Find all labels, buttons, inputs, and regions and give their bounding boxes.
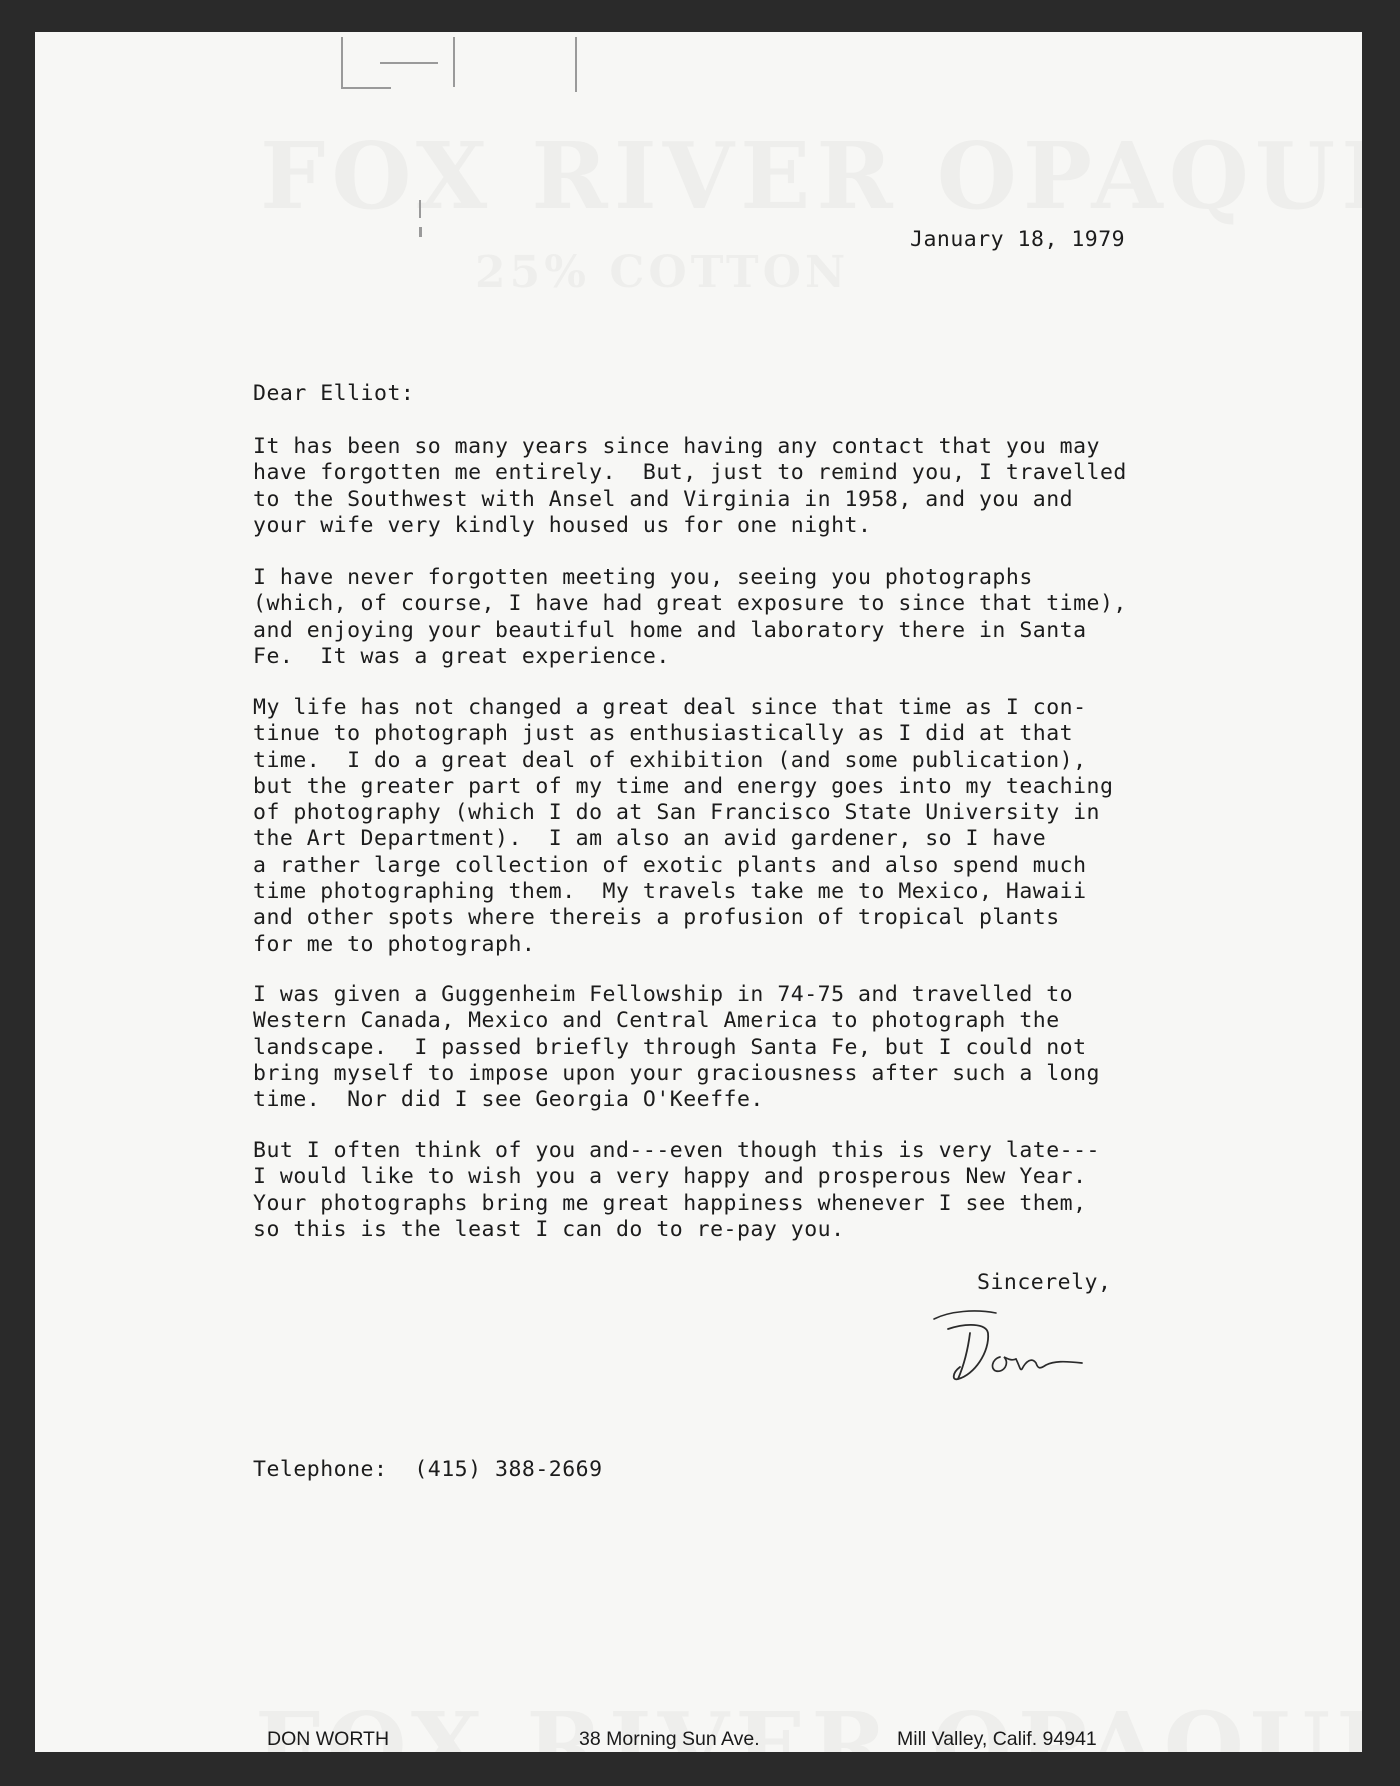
body-paragraph-5: But I often think of you and---even though this is very late--- I would like to wish you a very happy and prosperous New Year. Your photographs bring me great happiness whenever I see them, so this is the least I can do to re-pay you.: [253, 1138, 1100, 1242]
letter-sheet: [35, 32, 1362, 1752]
body-paragraph-4: I was given a Guggenheim Fellowship in 74-75 and travelled to Western Canada, Mexico and Central America to photograph the landscape. I passed briefly through Santa Fe, but I could not bring myself to impose upon your graciousness after such a long time. Nor did I see Georgia O'Keeffe.: [253, 982, 1100, 1113]
letterhead-city: Mill Valley, Calif. 94941: [897, 1728, 1097, 1750]
body-paragraph-2: I have never forgotten meeting you, seeing you photographs (which, of course, I have had great exposure to since that time), and enjoying your beautiful home and laboratory there in Santa Fe. It was a great experience.: [253, 565, 1127, 669]
paper-watermark-cotton: [475, 247, 849, 298]
letter-date: January 18, 1979: [910, 227, 1126, 252]
salutation: Dear Elliot:: [253, 381, 415, 406]
letterhead-name: DON WORTH: [267, 1728, 390, 1750]
paper-watermark-bottom: [255, 1692, 1362, 1752]
handwritten-signature: [930, 1297, 1140, 1407]
body-paragraph-3: My life has not changed a great deal since that time as I con- tinue to photograph just as enthusiastically as I did at that time. I do a great deal of exhibition (and some publication), but the greater part of my time and energy goes into my teaching of photography (which I do at San Francisco State University in the Art Department). I am also an avid gardener, so I have a rather large collection of exotic plants and also spend much time photographing them. My travels take me to Mexico, Hawaii and other spots where thereis a profusion of tropical plants for me to photograph.: [253, 695, 1114, 957]
body-paragraph-1: It has been so many years since having any contact that you may have forgotten me entirely. But, just to remind you, I travelled to the Southwest with Ansel and Virginia in 1958, and you and your wife very kindly housed us for one night.: [253, 434, 1127, 538]
telephone-line: Telephone: (415) 388-2669: [253, 1457, 603, 1482]
closing: Sincerely,: [977, 1270, 1112, 1295]
letterhead-street: 38 Morning Sun Ave.: [579, 1728, 760, 1750]
paper-watermark-top: [260, 122, 1362, 230]
